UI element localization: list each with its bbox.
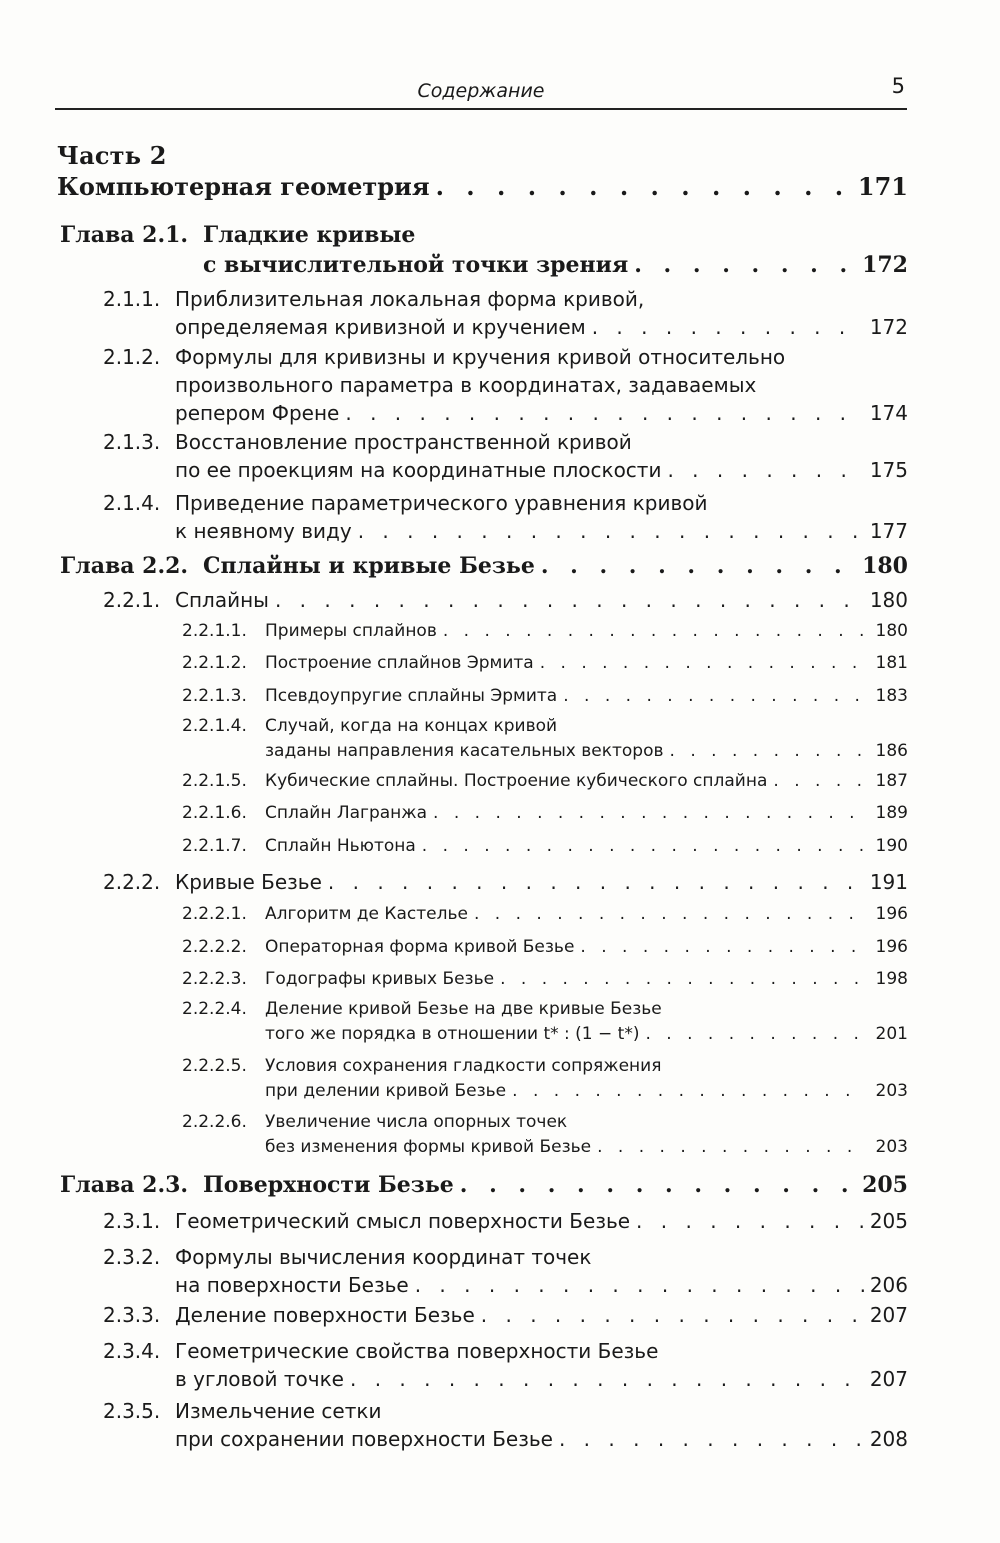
entry-number: 2.2.1.3. xyxy=(182,686,247,706)
entry-number: 2.3.1. xyxy=(103,1209,161,1233)
entry-page-number: 180 xyxy=(869,588,908,612)
toc-section[interactable] xyxy=(103,586,908,614)
entry-number: 2.2.2.2. xyxy=(182,937,247,957)
entry-title-line: Кубические сплайны. Построение кубического сплайна xyxy=(265,771,768,791)
toc-chapter[interactable] xyxy=(60,1170,908,1200)
entry-page-number: 203 xyxy=(875,1081,908,1101)
entry-title-line: Деление кривой Безье на две кривые Безье xyxy=(265,999,662,1019)
dot-leader xyxy=(553,1425,864,1453)
entry-title-line: Формулы вычисления координат точек xyxy=(175,1245,592,1269)
toc-subsection[interactable] xyxy=(182,935,908,960)
entry-page-number: 190 xyxy=(875,836,908,856)
entry-title-line: Сплайн Лагранжа xyxy=(265,803,428,823)
toc-chapter[interactable] xyxy=(60,220,908,280)
entry-number: Глава 2.3. xyxy=(60,1172,189,1198)
part-label: Часть 2 xyxy=(57,141,167,170)
entry-number: 2.2.1.2. xyxy=(182,653,247,673)
entry-title-line: произвольного параметра в координатах, задаваемых xyxy=(175,373,757,397)
dot-leader xyxy=(586,313,864,341)
entry-title-line: Условия сохранения гладкости сопряжения xyxy=(265,1056,662,1076)
toc-subsection[interactable] xyxy=(182,619,908,644)
entry-title-line: без изменения формы кривой Безье xyxy=(265,1137,592,1157)
dot-leader xyxy=(409,1271,864,1299)
entry-number: 2.2.1.6. xyxy=(182,803,247,823)
entry-page-number: 187 xyxy=(875,771,908,791)
entry-number: 2.3.2. xyxy=(103,1245,161,1269)
dot-leader xyxy=(661,456,864,484)
entry-page-number: 180 xyxy=(875,621,908,641)
entry-number: 2.3.5. xyxy=(103,1399,161,1423)
entry-title-line: при сохранении поверхности Безье xyxy=(175,1427,553,1451)
entry-number: 2.1.4. xyxy=(103,491,161,515)
entry-number: 2.2.2. xyxy=(103,870,161,894)
toc-section[interactable] xyxy=(103,1337,908,1393)
toc-subsection[interactable] xyxy=(182,997,908,1047)
dot-leader xyxy=(767,769,864,794)
dot-leader xyxy=(427,801,864,826)
entry-title-line: Гладкие кривые xyxy=(203,222,416,248)
entry-title-line: Кривые Безье xyxy=(175,870,322,894)
entry-title-line: Измельчение сетки xyxy=(175,1399,382,1423)
entry-title-line: Приведение параметрического уравнения кривой xyxy=(175,491,708,515)
dot-leader xyxy=(557,684,864,709)
dot-leader xyxy=(344,1365,864,1393)
entry-title-line: Алгоритм де Кастелье xyxy=(265,904,468,924)
dot-leader xyxy=(639,1022,864,1047)
dot-leader xyxy=(454,1170,858,1200)
entry-number: 2.1.3. xyxy=(103,430,161,454)
entry-title-line: Сплайны и кривые Безье xyxy=(203,553,535,579)
entry-page-number: 174 xyxy=(869,401,908,425)
dot-leader xyxy=(535,551,858,581)
entry-title-line: на поверхности Безье xyxy=(175,1273,409,1297)
dot-leader xyxy=(322,868,864,896)
toc-subsection[interactable] xyxy=(182,684,908,709)
entry-number: 2.3.3. xyxy=(103,1303,161,1327)
toc-subsection[interactable] xyxy=(182,834,908,859)
entry-page-number: 206 xyxy=(869,1273,908,1297)
entry-page-number: 181 xyxy=(875,653,908,673)
entry-title-line: Примеры сплайнов xyxy=(265,621,437,641)
entry-title-line: с вычислительной точки зрения xyxy=(203,252,629,278)
dot-leader xyxy=(591,1135,864,1160)
entry-page-number: 207 xyxy=(869,1367,908,1391)
toc-subsection[interactable] xyxy=(182,714,908,764)
entry-number: 2.2.2.5. xyxy=(182,1056,247,1076)
entry-title-line: Годографы кривых Безье xyxy=(265,969,495,989)
toc-section[interactable] xyxy=(103,1207,908,1235)
entry-title-line: Формулы для кривизны и кручения кривой относительно xyxy=(175,345,786,369)
dot-leader xyxy=(339,399,864,427)
entry-number: 2.2.2.1. xyxy=(182,904,247,924)
entry-title-line: в угловой точке xyxy=(175,1367,344,1391)
toc-section[interactable] xyxy=(103,343,908,427)
toc-subsection[interactable] xyxy=(182,902,908,927)
toc-subsection[interactable] xyxy=(182,769,908,794)
toc-subsection[interactable] xyxy=(182,1054,908,1104)
entry-title-line: Псевдоупругие сплайны Эрмита xyxy=(265,686,558,706)
entry-number: 2.2.1.1. xyxy=(182,621,247,641)
entry-number: 2.2.2.3. xyxy=(182,969,247,989)
dot-leader xyxy=(628,250,858,280)
toc-part-title[interactable] xyxy=(57,172,908,202)
entry-page-number: 183 xyxy=(875,686,908,706)
toc-section[interactable] xyxy=(103,285,908,341)
entry-title-line: Геометрический смысл поверхности Безье xyxy=(175,1209,631,1233)
entry-page-number: 203 xyxy=(875,1137,908,1157)
entry-page-number: 198 xyxy=(875,969,908,989)
dot-leader xyxy=(416,834,864,859)
toc-subsection[interactable] xyxy=(182,967,908,992)
entry-number: 2.2.2.4. xyxy=(182,999,247,1019)
entry-title-line: определяемая кривизной и кручением xyxy=(175,315,586,339)
entry-title-line: Восстановление пространственной кривой xyxy=(175,430,632,454)
toc-chapter[interactable] xyxy=(60,551,908,581)
entry-title-line: к неявному виду xyxy=(175,519,352,543)
entry-page-number: 180 xyxy=(862,553,908,579)
dot-leader xyxy=(664,739,864,764)
entry-number: 2.2.1.5. xyxy=(182,771,247,791)
entry-number: 2.3.4. xyxy=(103,1339,161,1363)
entry-number: Глава 2.2. xyxy=(60,553,189,579)
running-title: Содержание xyxy=(417,80,545,102)
dot-leader xyxy=(494,967,864,992)
entry-page-number: 191 xyxy=(869,870,908,894)
entry-number: 2.1.1. xyxy=(103,287,161,311)
entry-page-number: 172 xyxy=(869,315,908,339)
entry-page-number: 175 xyxy=(869,458,908,482)
entry-title-line: Приблизительная локальная форма кривой, xyxy=(175,287,645,311)
toc-section[interactable] xyxy=(103,428,908,484)
dot-leader xyxy=(534,651,864,676)
entry-title-line: заданы направления касательных векторов xyxy=(265,741,664,761)
page-number: 5 xyxy=(891,74,905,98)
toc-section[interactable] xyxy=(103,489,908,545)
entry-page-number: 186 xyxy=(875,741,908,761)
toc-subsection[interactable] xyxy=(182,1110,908,1160)
entry-page-number: 189 xyxy=(875,803,908,823)
running-header xyxy=(55,70,907,110)
entry-page-number: 207 xyxy=(869,1303,908,1327)
entry-page-number: 171 xyxy=(857,172,908,201)
toc-subsection[interactable] xyxy=(182,801,908,826)
entry-title-line: Сплайн Ньютона xyxy=(265,836,416,856)
dot-leader xyxy=(269,586,864,614)
entry-title-line: Увеличение числа опорных точек xyxy=(265,1112,568,1132)
dot-leader xyxy=(468,902,864,927)
dot-leader xyxy=(437,619,864,644)
entry-number: 2.2.1. xyxy=(103,588,161,612)
entry-page-number: 201 xyxy=(875,1024,908,1044)
dot-leader xyxy=(574,935,864,960)
entry-title-line: Деление поверхности Безье xyxy=(175,1303,475,1327)
entry-title-line: того же порядка в отношении t* : (1 − t*) xyxy=(265,1024,640,1044)
dot-leader xyxy=(630,1207,864,1235)
entry-page-number: 205 xyxy=(862,1172,908,1198)
entry-page-number: 172 xyxy=(862,252,908,278)
entry-number: Глава 2.1. xyxy=(60,222,189,248)
entry-number: 2.2.1.4. xyxy=(182,716,247,736)
entry-title-line: репером Френе xyxy=(175,401,340,425)
entry-number: 2.1.2. xyxy=(103,345,161,369)
toc-section[interactable] xyxy=(103,1397,908,1453)
entry-page-number: 177 xyxy=(869,519,908,543)
toc-subsection[interactable] xyxy=(182,651,908,676)
entry-title-line: Случай, когда на концах кривой xyxy=(265,716,558,736)
entry-title-line: Операторная форма кривой Безье xyxy=(265,937,575,957)
entry-title-line: Компьютерная геометрия xyxy=(57,172,430,201)
entry-title-line: Сплайны xyxy=(175,588,269,612)
toc-section[interactable] xyxy=(103,868,908,896)
dot-leader xyxy=(475,1301,864,1329)
entry-title-line: при делении кривой Безье xyxy=(265,1081,507,1101)
entry-page-number: 196 xyxy=(875,937,908,957)
entry-number: 2.2.2.6. xyxy=(182,1112,247,1132)
dot-leader xyxy=(430,172,854,202)
entry-page-number: 205 xyxy=(869,1209,908,1233)
entry-page-number: 196 xyxy=(875,904,908,924)
entry-title-line: Построение сплайнов Эрмита xyxy=(265,653,534,673)
entry-title-line: Поверхности Безье xyxy=(203,1172,454,1198)
entry-title-line: по ее проекциям на координатные плоскости xyxy=(175,458,662,482)
dot-leader xyxy=(352,517,864,545)
toc-section[interactable] xyxy=(103,1301,908,1329)
entry-page-number: 208 xyxy=(869,1427,908,1451)
entry-title-line: Геометрические свойства поверхности Безье xyxy=(175,1339,659,1363)
entry-number: 2.2.1.7. xyxy=(182,836,247,856)
toc-section[interactable] xyxy=(103,1243,908,1299)
dot-leader xyxy=(506,1079,864,1104)
